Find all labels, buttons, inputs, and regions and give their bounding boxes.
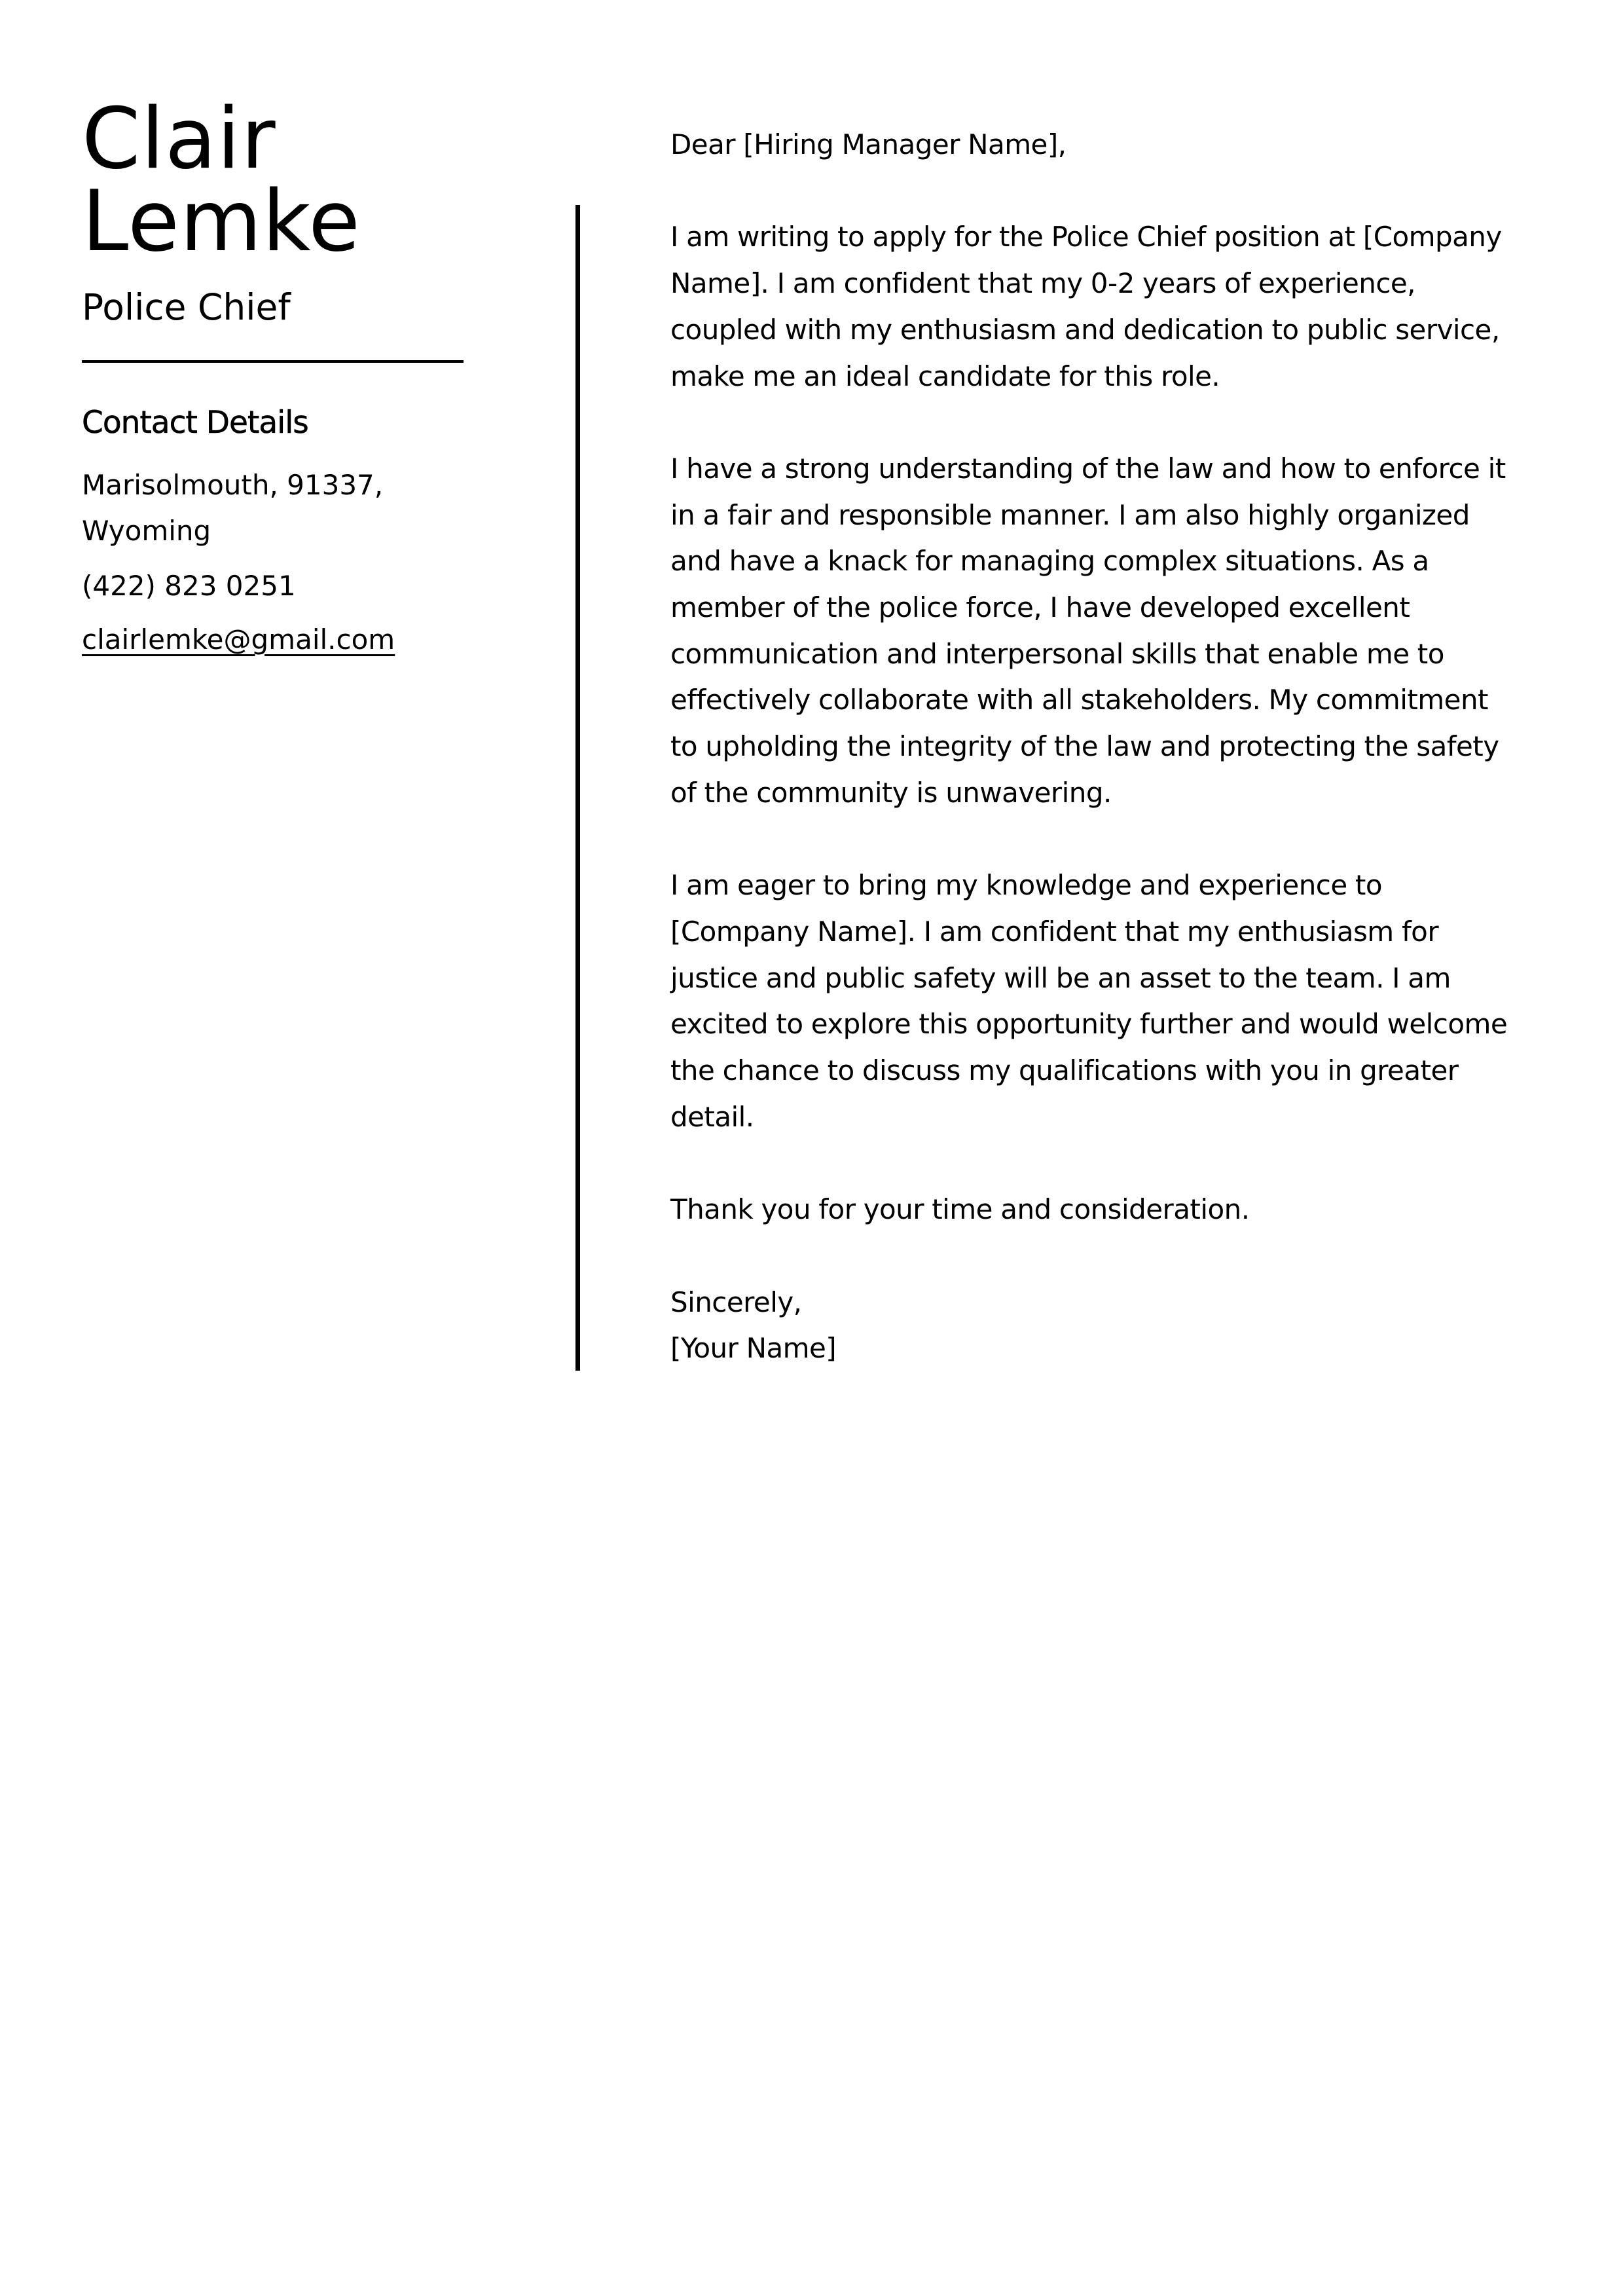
contact-phone: (422) 823 0251 <box>82 570 296 602</box>
title-divider <box>82 360 464 363</box>
last-name: Lemke <box>82 173 361 270</box>
contact-address: Marisolmouth, 91337, Wyoming <box>82 469 384 547</box>
letter-closing: Sincerely, <box>670 1286 802 1318</box>
letter-signature: [Your Name] <box>670 1332 837 1365</box>
job-title: Police Chief <box>82 286 291 328</box>
first-name: Clair <box>82 90 276 188</box>
letter-salutation: Dear [Hiring Manager Name], <box>670 128 1067 160</box>
sidebar <box>82 90 475 663</box>
letter-paragraph: Thank you for your time and consideration. <box>670 1193 1250 1226</box>
letter-paragraph: I am writing to apply for the Police Chief position at [Company Name]. I am confident that my 0-2 years of experience, coupled with my enthusiasm and dedication to public service, make me an ideal candidate for this role. <box>670 221 1502 392</box>
contact-email-link[interactable]: clairlemke@gmail.com <box>82 623 395 656</box>
contact-details-heading: Contact Details <box>82 405 308 441</box>
letter-paragraph: I have a strong understanding of the law and how to enforce it in a fair and responsible manner. I am also highly organized and have a knack for managing complex situations. As a member of the police force, I have developed excellent communication and interpersonal skills that enable me to effectively collaborate with all stakeholders. My commitment to upholding the integrity of the law and protecting the safety of the community is unwavering. <box>670 452 1506 809</box>
candidate-name <box>82 90 475 270</box>
letter-body <box>670 122 1522 1372</box>
letter-paragraph: I am eager to bring my knowledge and experience to [Company Name]. I am confident that my enthusiasm for justice and public safety will be an asset to the team. I am excited to explore this opportunity further and would welcome the chance to discuss my qualifications with you in greater detail. <box>670 869 1508 1133</box>
vertical-divider <box>575 205 580 1371</box>
